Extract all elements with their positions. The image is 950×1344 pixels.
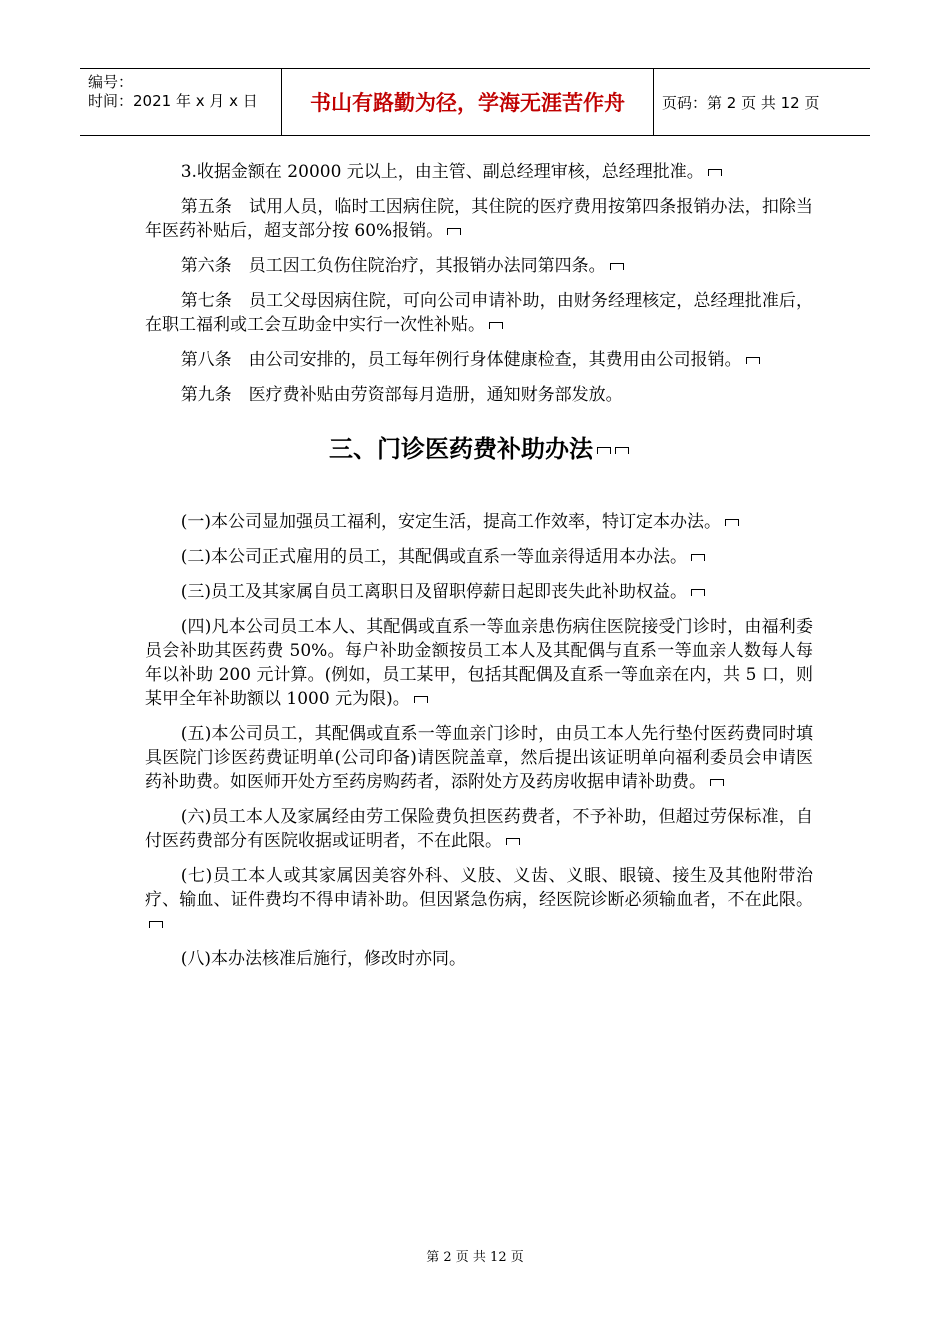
paragraph-mark-icon	[489, 322, 503, 329]
paragraph: 3.收据金额在 20000 元以上，由主管、副总经理审核，总经理批准。	[145, 160, 813, 184]
paragraph: 第八条 由公司安排的，员工每年例行身体健康检查，其费用由公司报销。	[145, 348, 813, 372]
paragraph: 第九条 医疗费补贴由劳资部每月造册，通知财务部发放。	[180, 385, 623, 405]
paragraph: (四)凡本公司员工本人、其配偶或直系一等血亲患伤病住医院接受门诊时，由福利委员会补助其医药费 50%。每户补助金额按员工本人及其配偶与直系一等血亲人数每人每年以补助 200 元计算。(例如，员工某甲，包括其配偶及直系一等血亲在内，共 5 口，则某甲全年补助额以 1000 元为限)。	[145, 617, 813, 709]
paragraph-mark-icon	[708, 169, 722, 176]
header-motto-cell	[282, 69, 654, 135]
paragraph-mark-icon	[149, 921, 163, 928]
paragraph-mark-icon	[414, 696, 428, 703]
page-label: 页码：第 2 页 共 12 页	[662, 93, 820, 112]
paragraph-mark-icon	[691, 554, 705, 561]
paragraph-mark-icon	[746, 357, 760, 364]
paragraph: (八)本办法核准后施行，修改时亦同。	[180, 949, 466, 969]
header-meta-cell	[80, 69, 282, 135]
number-label: 编号：	[88, 73, 134, 91]
paragraph: 第五条 试用人员，临时工因病住院，其住院的医疗费用按第四条报销办法，扣除当年医药补贴后，超支部分按 60%报销。	[145, 197, 813, 241]
paragraph-mark-icon	[447, 228, 461, 235]
paragraph: (二)本公司正式雇用的员工，其配偶或直系一等血亲得适用本办法。	[145, 545, 813, 569]
paragraph: 第七条 员工父母因病住院，可向公司申请补助，由财务经理核定，总经理批准后，在职工福利或工会互助金中实行一次性补贴。	[145, 291, 813, 335]
header-page-cell	[654, 69, 870, 135]
paragraph: (五)本公司员工，其配偶或直系一等血亲门诊时，由员工本人先行垫付医药费同时填具医院门诊医药费证明单(公司印备)请医院盖章，然后提出该证明单向福利委员会申请医药补助费。如医师开处方至药房购药者，添附处方及药房收据申请补助费。	[145, 724, 813, 792]
paragraph-mark-icon	[506, 838, 520, 845]
paragraph: (七)员工本人或其家属因美容外科、义肢、义齿、义眼、眼镜、接生及其他附带治疗、输血、证件费均不得申请补助。但因紧急伤病，经医院诊断必须输血者，不在此限。	[145, 864, 813, 936]
document-body	[145, 160, 813, 982]
time-label: 时间：2021 年 x 月 x 日	[88, 92, 258, 110]
section-heading: 三、门诊医药费补助办法	[145, 433, 813, 465]
page-footer: 第 2 页 共 12 页	[426, 1250, 524, 1265]
paragraph-mark-icon	[597, 447, 611, 454]
paragraph: 第六条 员工因工负伤住院治疗，其报销办法同第四条。	[145, 254, 813, 278]
paragraph-mark-icon	[710, 779, 724, 786]
paragraph-mark-icon	[615, 447, 629, 454]
paragraph-mark-icon	[691, 589, 705, 596]
paragraph: (三)员工及其家属自员工离职日及留职停薪日起即丧失此补助权益。	[145, 580, 813, 604]
header-table	[80, 68, 870, 136]
paragraph-mark-icon	[610, 263, 624, 270]
motto-text: 书山有路勤为径，学海无涯苦作舟	[310, 91, 625, 115]
paragraph: (一)本公司显加强员工福利，安定生活，提高工作效率，特订定本办法。	[145, 510, 813, 534]
paragraph-mark-icon	[725, 519, 739, 526]
paragraph: (六)员工本人及家属经由劳工保险费负担医药费者，不予补助，但超过劳保标准，自付医药费部分有医院收据或证明者，不在此限。	[145, 807, 813, 851]
